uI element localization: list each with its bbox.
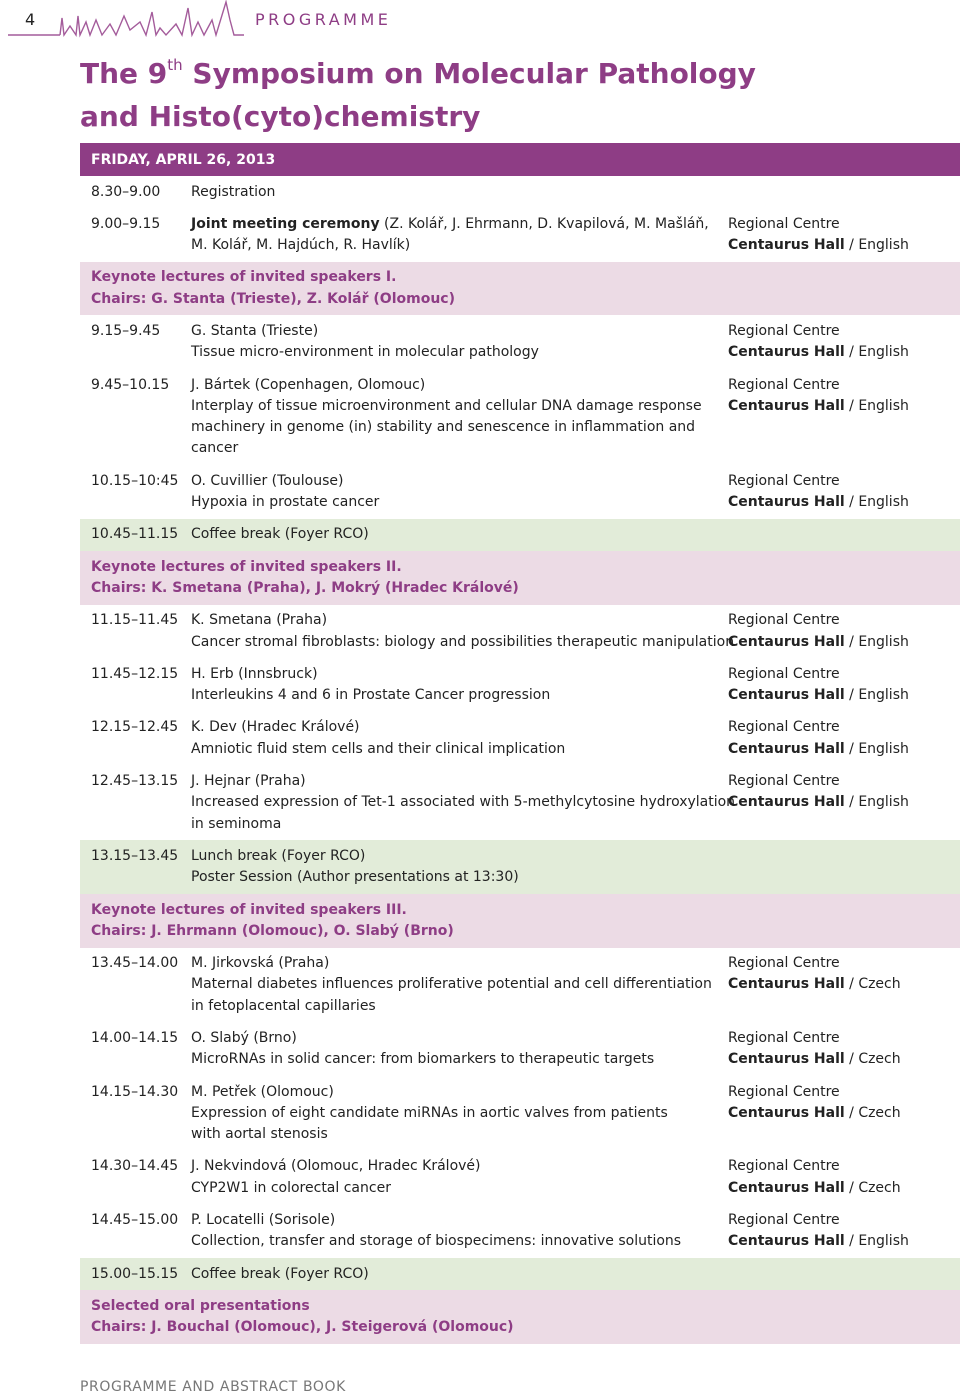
time-slot: 14.15–14.30 — [91, 1083, 179, 1100]
footer: PROGRAMME AND ABSTRACT BOOK — [80, 1379, 346, 1395]
content-line: Interleukins 4 and 6 in Prostate Cancer progression — [191, 687, 551, 704]
content-line: G. Stanta (Trieste) — [191, 322, 319, 339]
session-content — [191, 1156, 721, 1199]
content-line: (Z. Kolář, J. Ehrmann, D. Kvapilová, M. Mašláň, M. Kolář, M. Hajdúch, R. Havlík) — [191, 215, 709, 254]
session-content — [191, 610, 736, 653]
time-slot: 11.45–12.15 — [91, 665, 179, 682]
venue-hall: Centaurus Hall — [728, 237, 845, 254]
session-content — [91, 557, 891, 600]
venue — [728, 1156, 901, 1199]
content-line: Poster Session (Author presentations at 13:30) — [191, 869, 519, 886]
venue-language: Czech — [858, 1179, 901, 1196]
session-title: Joint meeting ceremony — [191, 215, 380, 232]
venue — [728, 321, 909, 364]
venue — [728, 610, 909, 653]
time-slot: 10.15–10:45 — [91, 472, 179, 489]
venue-separator: / — [844, 1104, 859, 1121]
time-slot: 12.15–12.45 — [91, 719, 179, 736]
content-line: Amniotic fluid stem cells and their clinical implication — [191, 740, 566, 757]
session-content — [191, 471, 721, 514]
programme-row — [80, 1076, 960, 1151]
venue-centre: Regional Centre — [728, 472, 840, 489]
venue-language: English — [858, 237, 909, 254]
venue-language: English — [858, 344, 909, 361]
session-content — [191, 321, 721, 364]
time-slot: 11.15–11.45 — [91, 612, 179, 629]
venue — [728, 214, 909, 257]
venue-hall: Centaurus Hall — [728, 494, 845, 511]
venue-hall: Centaurus Hall — [728, 976, 845, 993]
venue — [728, 471, 909, 514]
venue-separator: / — [844, 397, 859, 414]
content-line: J. Nekvindová (Olomouc, Hradec Králové) — [191, 1158, 481, 1175]
content-line: Registration — [191, 183, 276, 200]
venue-centre: Regional Centre — [728, 376, 840, 393]
session-header — [80, 262, 960, 316]
programme-table — [80, 176, 960, 1344]
session-header — [80, 894, 960, 948]
venue-hall: Centaurus Hall — [728, 687, 845, 704]
venue — [728, 717, 909, 760]
content-line: CYP2W1 in colorectal cancer — [191, 1179, 391, 1196]
session-content — [191, 182, 721, 203]
time-slot: 10.45–11.15 — [91, 526, 179, 543]
session-content — [191, 524, 721, 545]
session-content — [191, 717, 721, 760]
time-slot: 13.15–13.45 — [91, 847, 179, 864]
break-row — [80, 1258, 960, 1290]
session-content — [91, 1296, 891, 1339]
break-row — [80, 840, 960, 894]
programme-row — [80, 1205, 960, 1259]
session-header — [80, 1290, 960, 1344]
venue-separator: / — [844, 344, 859, 361]
venue-centre: Regional Centre — [728, 1158, 840, 1175]
venue-separator: / — [844, 633, 859, 650]
time-slot: 14.30–14.45 — [91, 1158, 179, 1175]
content-line: Increased expression of Tet-1 associated with 5-methylcytosine hydroxylation in seminoma — [191, 794, 736, 832]
venue-separator: / — [844, 1051, 859, 1068]
venue-hall: Centaurus Hall — [728, 344, 845, 361]
venue-centre: Regional Centre — [728, 322, 840, 339]
content-line: H. Erb (Innsbruck) — [191, 665, 318, 682]
content-line: K. Smetana (Praha) — [191, 612, 328, 629]
venue-language: English — [858, 494, 909, 511]
content-line: O. Cuvillier (Toulouse) — [191, 472, 344, 489]
session-content — [191, 1210, 721, 1253]
page-number: 4 — [25, 10, 36, 29]
session-content — [191, 375, 721, 460]
venue-separator: / — [844, 687, 859, 704]
session-content — [191, 771, 736, 835]
content-line: Tissue micro-environment in molecular pathology — [191, 344, 539, 361]
time-slot: 15.00–15.15 — [91, 1265, 179, 1282]
time-slot: 13.45–14.00 — [91, 955, 179, 972]
venue-centre: Regional Centre — [728, 719, 840, 736]
content-line: Selected oral presentations — [91, 1297, 310, 1314]
content-line: Chairs: J. Bouchal (Olomouc), J. Steigerová (Olomouc) — [91, 1319, 514, 1336]
programme-row — [80, 315, 960, 369]
venue-centre: Regional Centre — [728, 612, 840, 629]
time-slot: 14.45–15.00 — [91, 1212, 179, 1229]
venue-language: English — [858, 397, 909, 414]
session-header — [80, 551, 960, 605]
venue-centre: Regional Centre — [728, 1212, 840, 1229]
venue-hall: Centaurus Hall — [728, 1104, 845, 1121]
time-slot: 9.15–9.45 — [91, 322, 161, 339]
content-line: MicroRNAs in solid cancer: from biomarkers to therapeutic targets — [191, 1051, 655, 1068]
time-slot: 9.45–10.15 — [91, 376, 170, 393]
venue-centre: Regional Centre — [728, 215, 840, 232]
venue-centre: Regional Centre — [728, 1083, 840, 1100]
programme-row — [80, 712, 960, 766]
content-line: Interplay of tissue microenvironment and cellular DNA damage response machinery in genome (in) stability and senescence in inflammation and cancer — [191, 397, 702, 457]
programme-row — [80, 208, 960, 262]
venue-language: English — [858, 794, 909, 811]
content-line: Keynote lectures of invited speakers II. — [91, 558, 402, 575]
venue-hall: Centaurus Hall — [728, 794, 845, 811]
venue — [728, 375, 909, 418]
venue-language: Czech — [858, 976, 901, 993]
session-content — [91, 267, 891, 310]
break-row — [80, 519, 960, 551]
venue-separator: / — [844, 494, 859, 511]
content-line: Coffee break (Foyer RCO) — [191, 1265, 369, 1282]
content-line: J. Hejnar (Praha) — [191, 773, 306, 790]
session-content — [91, 900, 891, 943]
content-line: Chairs: K. Smetana (Praha), J. Mokrý (Hradec Králové) — [91, 579, 519, 596]
venue — [728, 664, 909, 707]
venue-separator: / — [844, 794, 859, 811]
time-slot: 12.45–13.15 — [91, 773, 179, 790]
session-content — [191, 953, 721, 1017]
page-title: The 9th Symposium on Molecular Pathology and Histo(cyto)chemistry — [80, 56, 756, 133]
content-line: Keynote lectures of invited speakers III. — [91, 901, 407, 918]
venue-centre: Regional Centre — [728, 773, 840, 790]
time-slot: 14.00–14.15 — [91, 1030, 179, 1046]
venue-language: Czech — [858, 1051, 901, 1068]
venue-separator: / — [844, 1179, 859, 1196]
content-line: Lunch break (Foyer RCO) — [191, 847, 366, 864]
session-content — [191, 664, 721, 707]
venue-hall: Centaurus Hall — [728, 633, 845, 650]
time-slot: 9.00–9.15 — [91, 215, 161, 232]
content-line: Expression of eight candidate miRNAs in aortic valves from patients — [191, 1104, 668, 1121]
venue-centre: Regional Centre — [728, 1030, 840, 1046]
venue-separator: / — [844, 740, 859, 757]
programme-row — [80, 948, 960, 1023]
venue-hall: Centaurus Hall — [728, 397, 845, 414]
venue-language: English — [858, 687, 909, 704]
venue-language: Czech — [858, 1104, 901, 1121]
venue-hall: Centaurus Hall — [728, 740, 845, 757]
venue-centre: Regional Centre — [728, 665, 840, 682]
venue-hall: Centaurus Hall — [728, 1179, 845, 1196]
content-line: Coffee break (Foyer RCO) — [191, 526, 369, 543]
programme-row — [80, 465, 960, 519]
venue-hall: Centaurus Hall — [728, 1233, 845, 1250]
programme-row — [80, 766, 960, 841]
venue — [728, 1082, 901, 1125]
programme-row — [80, 605, 960, 659]
session-content — [191, 1028, 721, 1071]
venue-hall: Centaurus Hall — [728, 1051, 845, 1068]
content-line: J. Bártek (Copenhagen, Olomouc) — [191, 376, 426, 393]
programme-row — [80, 369, 960, 465]
venue — [728, 1028, 901, 1071]
venue-separator: / — [844, 976, 859, 993]
programme-row — [80, 176, 960, 208]
content-line: Collection, transfer and storage of biospecimens: innovative solutions — [191, 1233, 682, 1250]
venue-separator: / — [844, 1233, 859, 1250]
venue-centre: Regional Centre — [728, 955, 840, 972]
venue-language: English — [858, 1233, 909, 1250]
content-line: Chairs: G. Stanta (Trieste), Z. Kolář (Olomouc) — [91, 290, 455, 307]
section-label: PROGRAMME — [255, 10, 392, 29]
content-line: K. Dev (Hradec Králové) — [191, 719, 360, 736]
content-line: Hypoxia in prostate cancer — [191, 494, 380, 511]
content-line: in fetoplacental capillaries — [191, 997, 376, 1014]
content-line: O. Slabý (Brno) — [191, 1030, 297, 1046]
time-slot: 8.30–9.00 — [91, 183, 161, 200]
venue — [728, 771, 909, 814]
programme-row — [80, 1023, 960, 1077]
session-content — [191, 1264, 721, 1285]
session-content — [191, 846, 721, 889]
content-line: Cancer stromal fibroblasts: biology and possibilities therapeutic manipulation — [191, 633, 735, 650]
venue — [728, 953, 901, 996]
venue — [728, 1210, 909, 1253]
programme-row — [80, 1151, 960, 1205]
content-line: Keynote lectures of invited speakers I. — [91, 269, 397, 286]
content-line: P. Locatelli (Sorisole) — [191, 1212, 336, 1229]
content-line: with aortal stenosis — [191, 1126, 328, 1143]
content-line: M. Petřek (Olomouc) — [191, 1083, 334, 1100]
session-content — [191, 214, 721, 257]
content-line: Maternal diabetes influences proliferative potential and cell differentiation — [191, 976, 712, 993]
content-line: M. Jirkovská (Praha) — [191, 955, 330, 972]
content-line: Chairs: J. Ehrmann (Olomouc), O. Slabý (Brno) — [91, 922, 454, 939]
venue-language: English — [858, 740, 909, 757]
session-content — [191, 1082, 721, 1146]
day-header: FRIDAY, APRIL 26, 2013 — [80, 143, 960, 176]
venue-language: English — [858, 633, 909, 650]
venue-separator: / — [844, 237, 859, 254]
programme-row — [80, 658, 960, 712]
